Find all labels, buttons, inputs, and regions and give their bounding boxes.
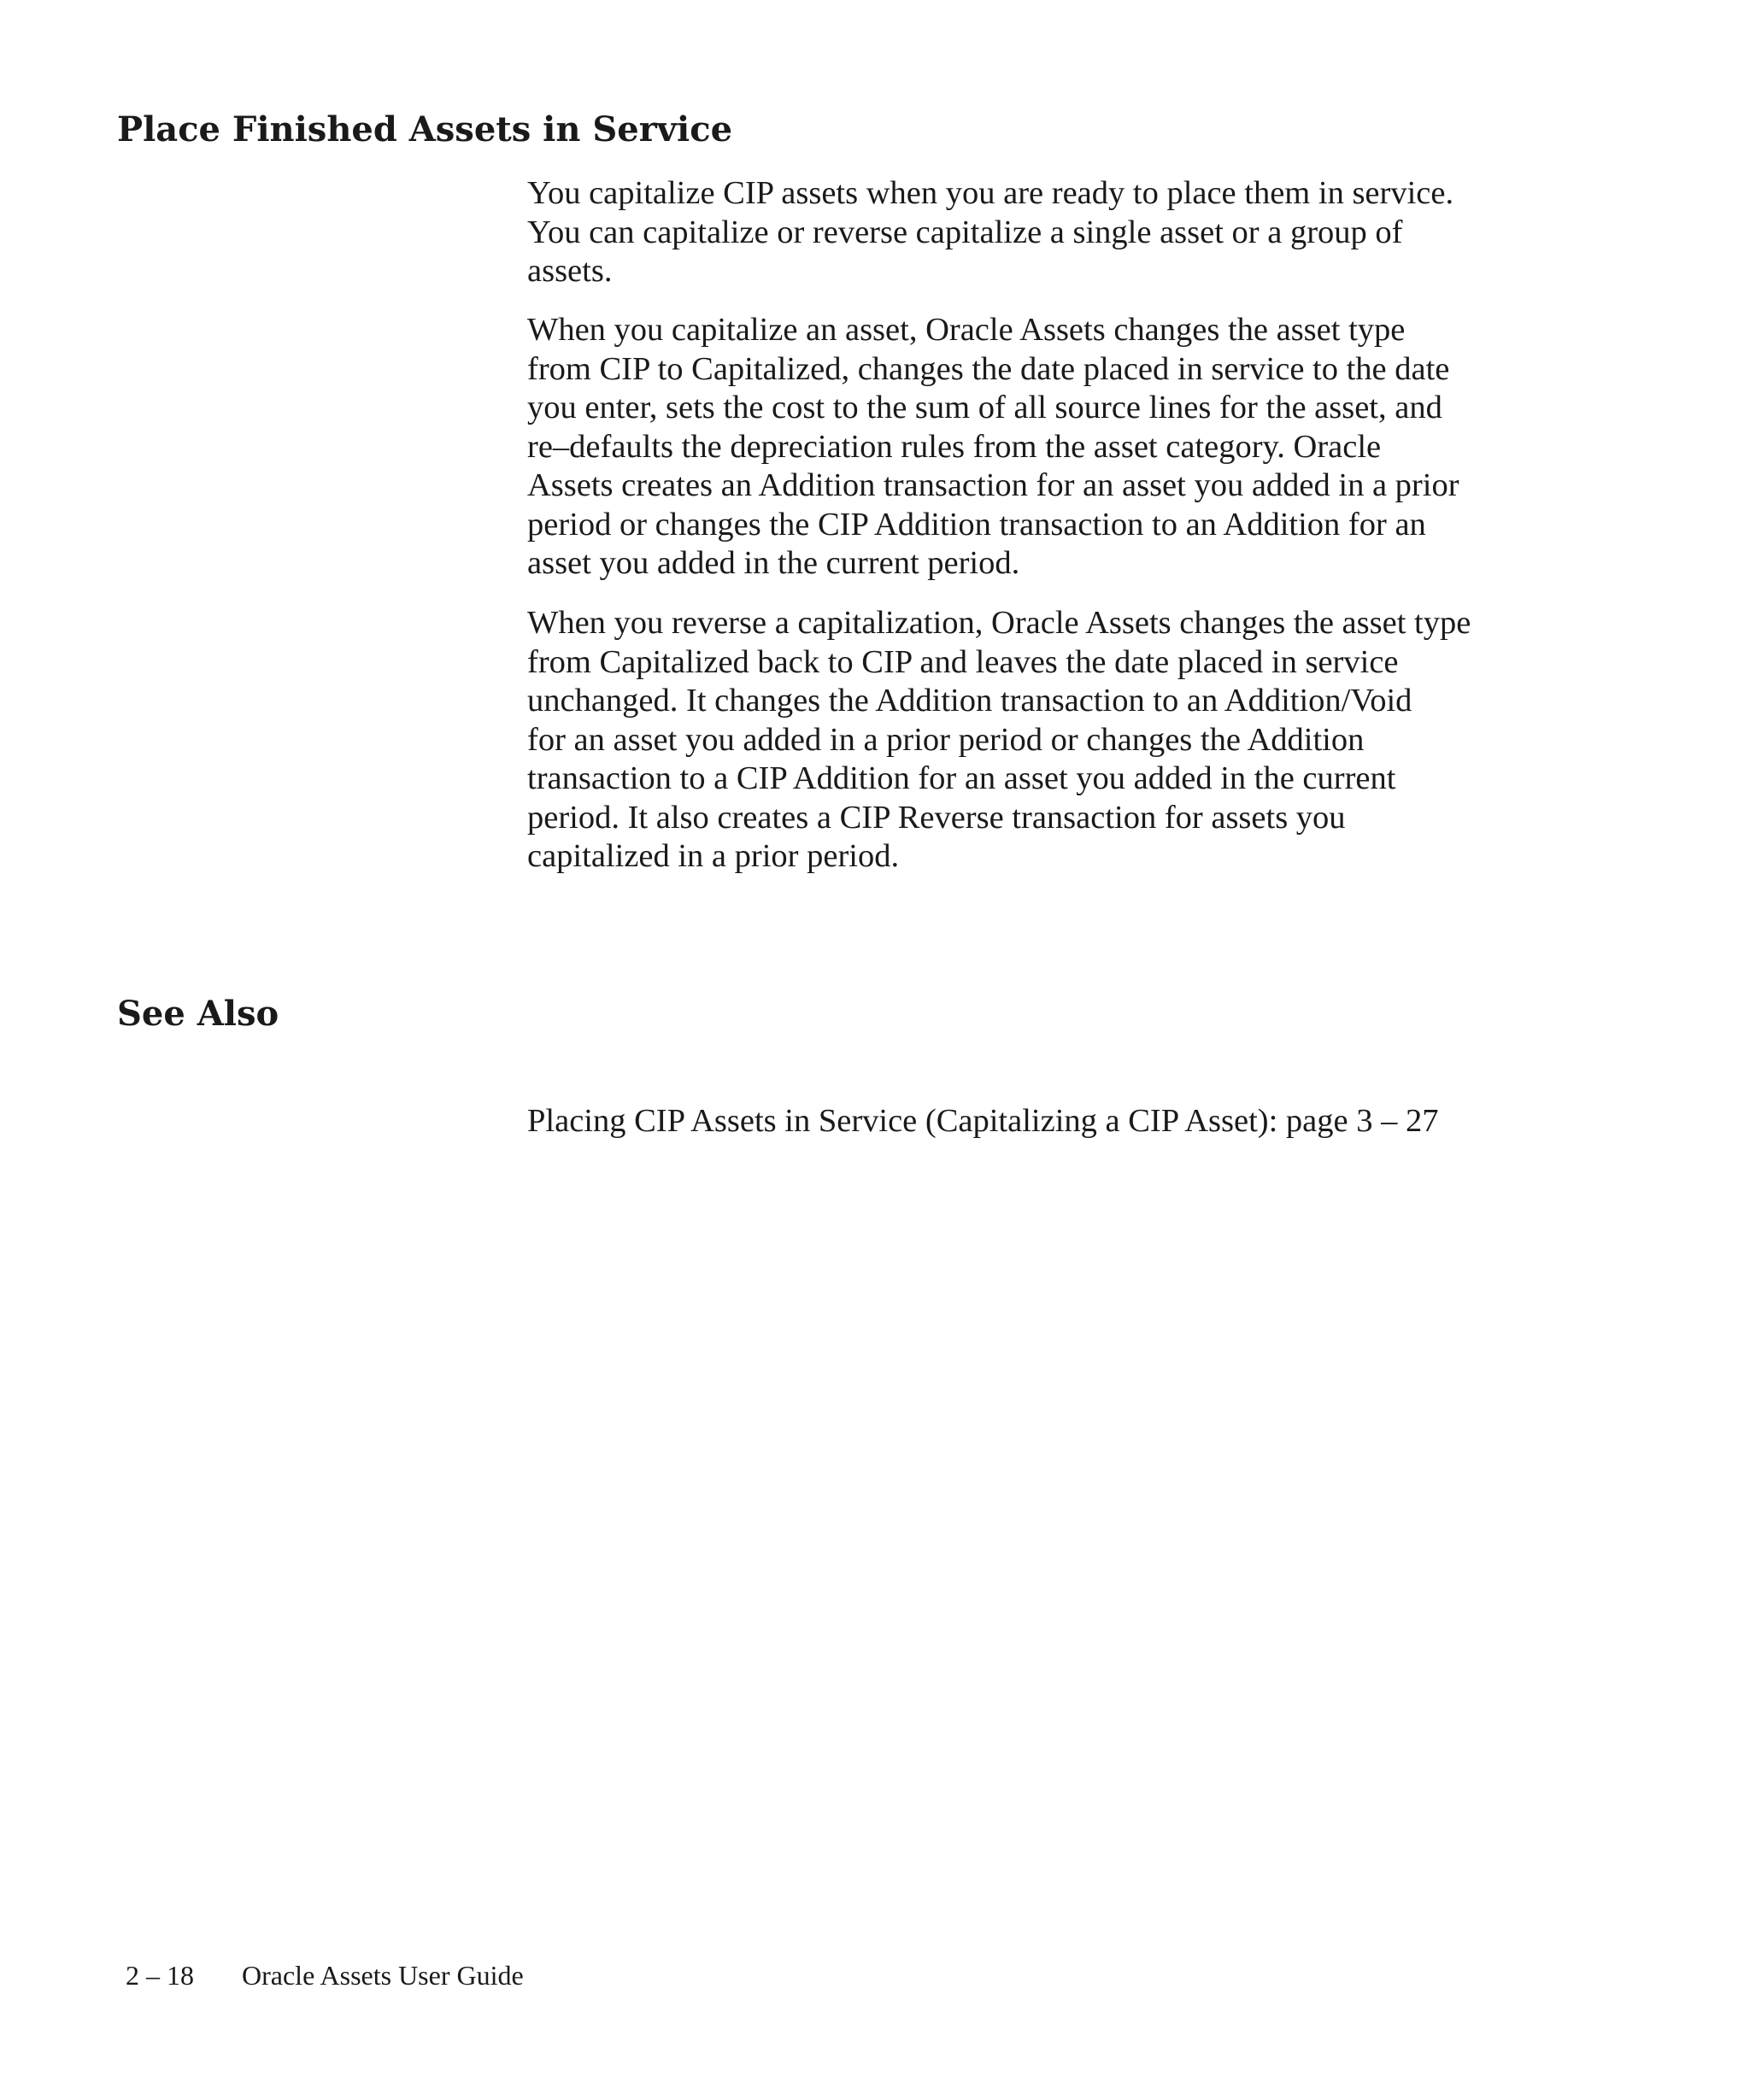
section-heading-see-also: See Also [117, 994, 279, 1034]
paragraph-capitalize-intro [527, 174, 1568, 291]
see-also-list [527, 1102, 1568, 1141]
guide-title: Oracle Assets User Guide [242, 1960, 524, 1991]
text-line: period. It also creates a CIP Reverse transaction for assets you [527, 799, 1346, 836]
text-line: You capitalize CIP assets when you are ready to place them in service. [527, 175, 1454, 211]
text-line: assets. [527, 253, 613, 289]
text-line: capitalized in a prior period. [527, 838, 900, 874]
text-line: When you reverse a capitalization, Oracle Assets changes the asset type [527, 605, 1471, 641]
text-line: asset you added in the current period. [527, 545, 1020, 581]
text-line: from CIP to Capitalized, changes the date placed in service to the date [527, 350, 1450, 387]
page-number: 2 – 18 [126, 1960, 194, 1991]
text-line: re–defaults the depreciation rules from the asset category. Oracle [527, 428, 1382, 465]
see-also-link-placing-cip-assets[interactable]: Placing CIP Assets in Service (Capitalizing a CIP Asset): page 3 – 27 [527, 1103, 1439, 1139]
section-heading-place-finished-assets: Place Finished Assets in Service [117, 109, 733, 150]
text-line: When you capitalize an asset, Oracle Assets changes the asset type [527, 312, 1406, 348]
text-line: unchanged. It changes the Addition transaction to an Addition/Void [527, 683, 1412, 719]
text-line: period or changes the CIP Addition transaction to an Addition for an [527, 506, 1426, 543]
paragraph-reverse-capitalization [527, 604, 1568, 877]
text-line: you enter, sets the cost to the sum of all source lines for the asset, and [527, 390, 1442, 425]
text-line: transaction to a CIP Addition for an asset you added in the current [527, 760, 1396, 796]
page-footer [126, 1959, 524, 1991]
paragraph-capitalize-effects [527, 311, 1568, 584]
text-line: Assets creates an Addition transaction for an asset you added in a prior [527, 467, 1459, 503]
text-line: from Capitalized back to CIP and leaves the date placed in service [527, 643, 1399, 680]
text-line: You can capitalize or reverse capitalize a single asset or a group of [527, 214, 1403, 250]
text-line: for an asset you added in a prior period or changes the Addition [527, 721, 1365, 758]
